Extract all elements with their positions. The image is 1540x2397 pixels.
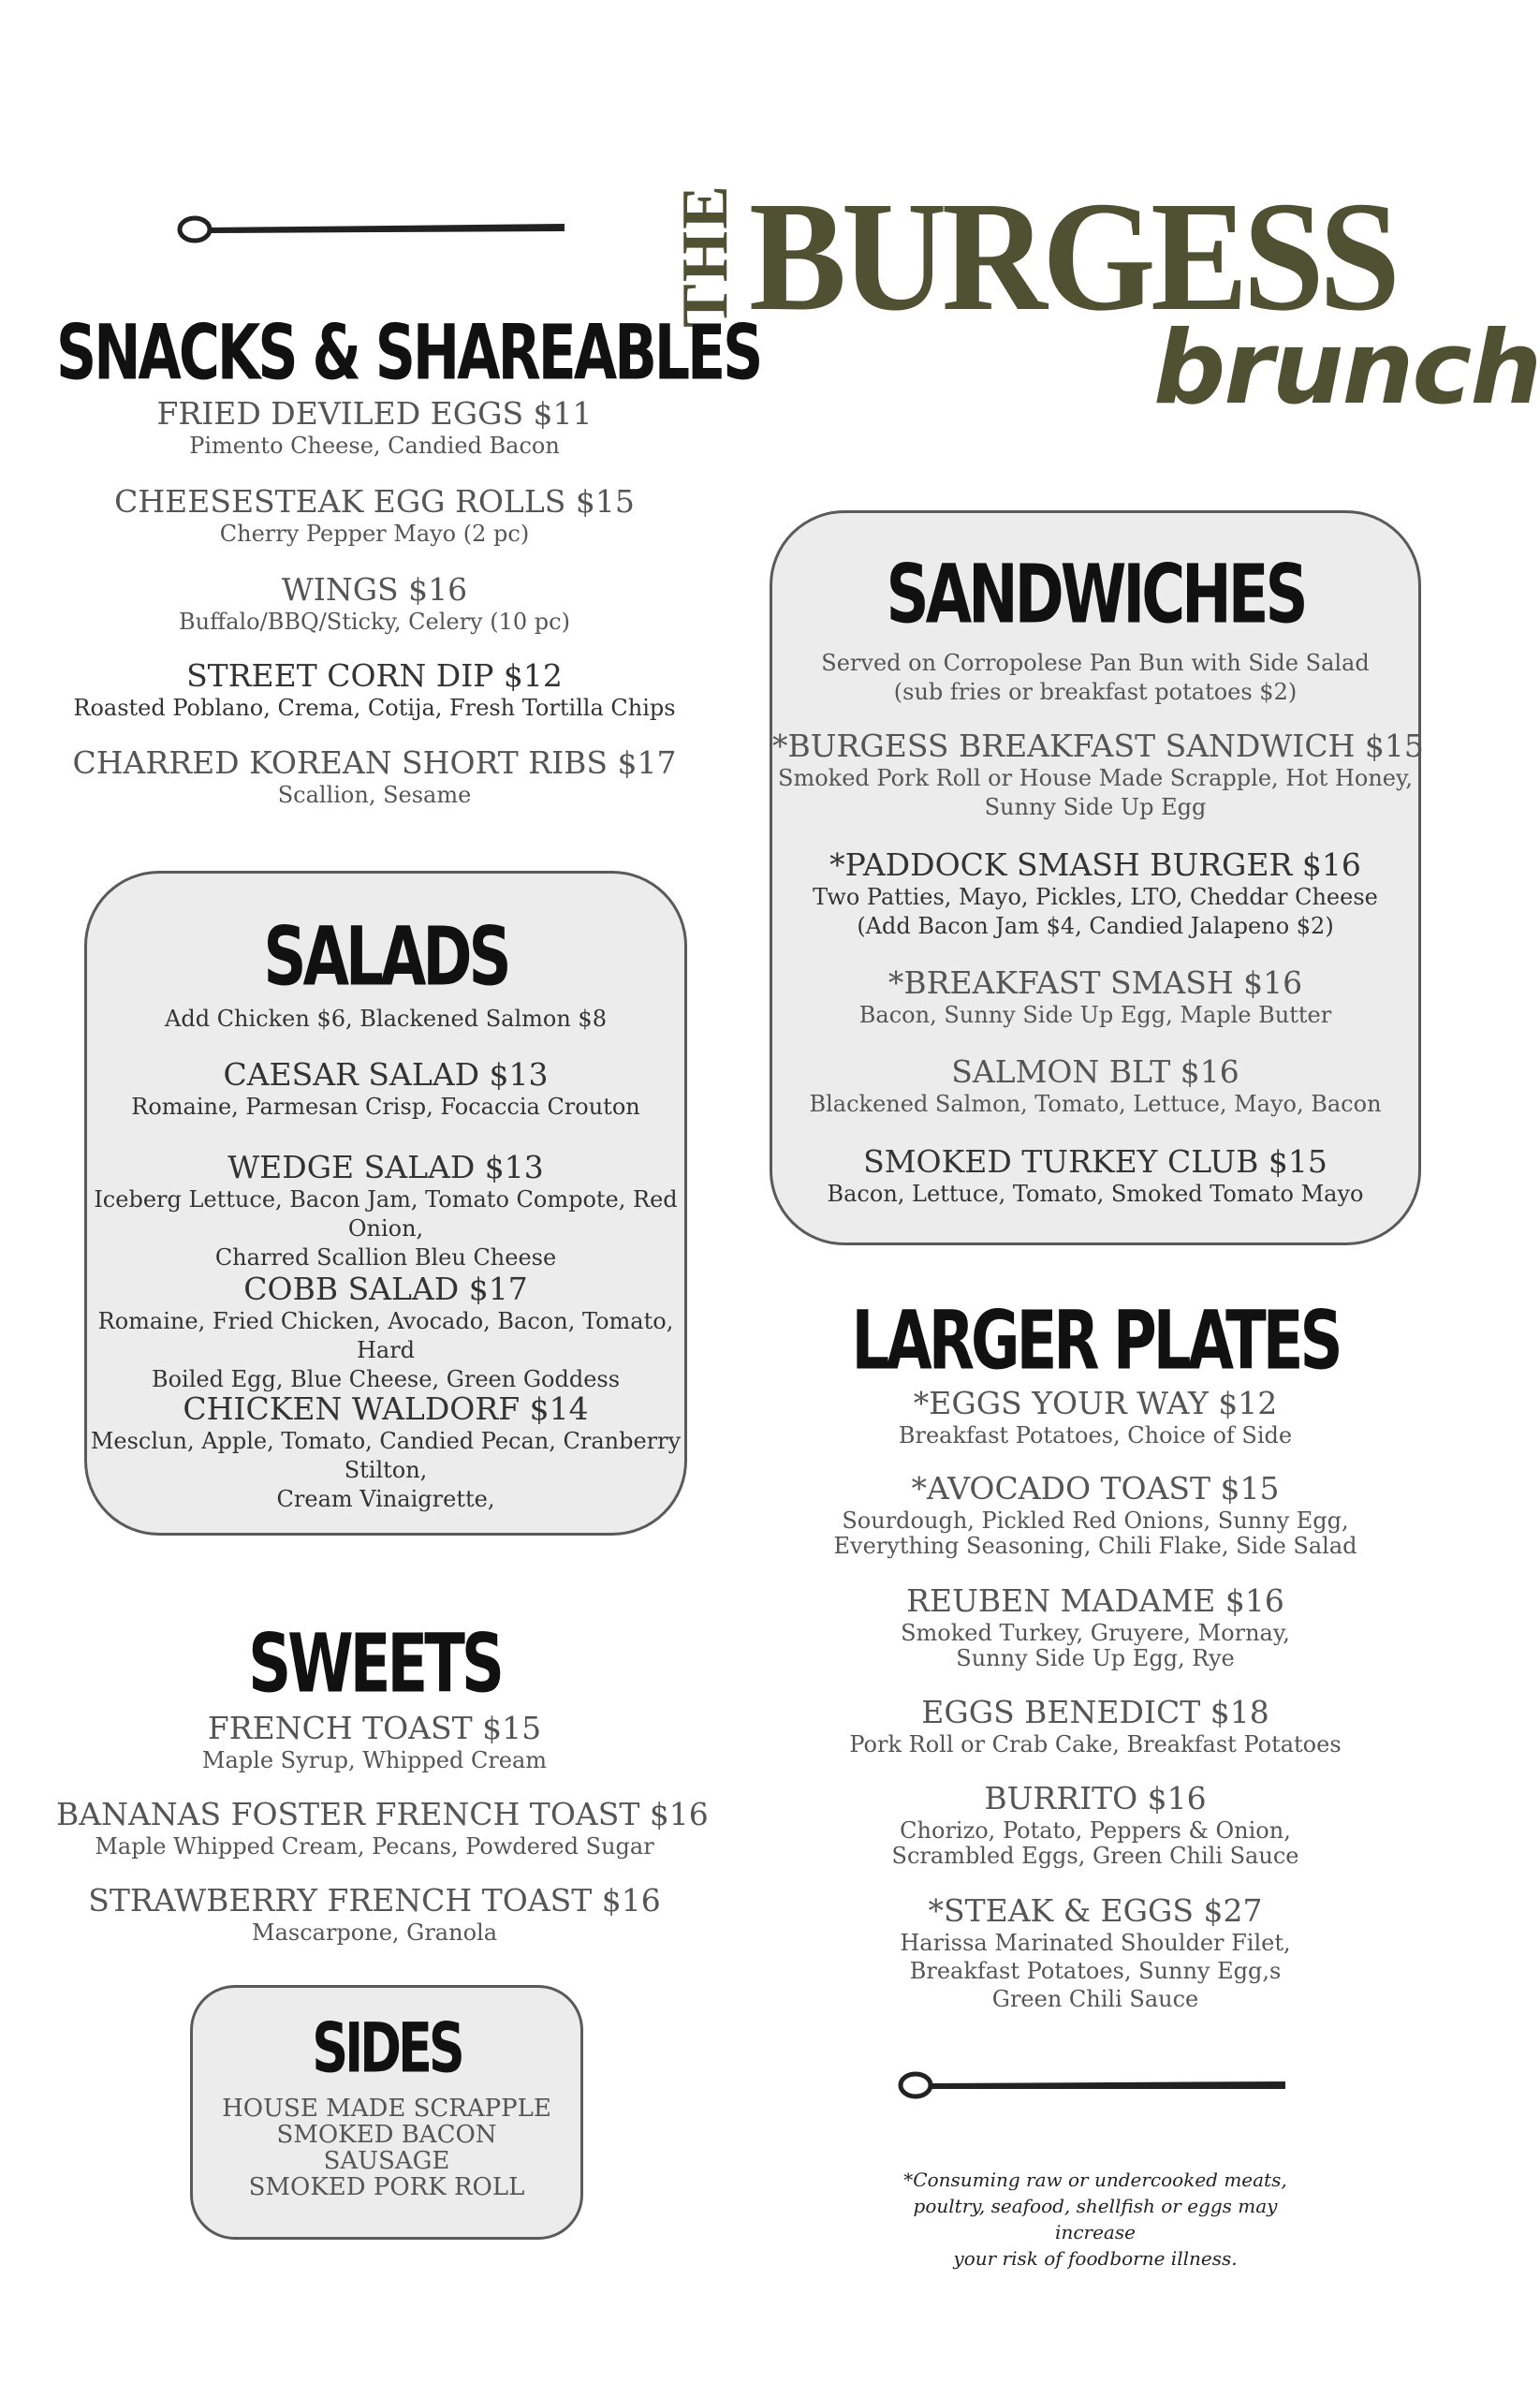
menu-item: BURRITO $16 Chorizo, Potato, Peppers & Onion, Scrambled Eggs, Green Chili Sauce	[891, 1780, 1299, 1869]
disclaimer-line-2: poultry, seafood, shellfish or eggs may increase	[913, 2195, 1278, 2243]
menu-item: CHARRED KOREAN SHORT RIBS $17 Scallion, Sesame	[72, 744, 677, 808]
menu-item: FRIED DEVILED EGGS $11 Pimento Cheese, Candied Bacon	[156, 395, 593, 459]
sandwiches-note-2: (sub fries or breakfast potatoes $2)	[893, 679, 1298, 705]
menu-item: EGGS BENEDICT $18 Pork Roll or Crab Cake, Breakfast Potatoes	[849, 1694, 1342, 1757]
list-item: SAUSAGE	[323, 2147, 450, 2175]
disclaimer-line-3: your risk of foodborne illness.	[953, 2247, 1238, 2270]
logo-burgess: BURGESS	[749, 169, 1396, 344]
salads-note: Add Chicken $6, Blackened Salmon $8	[165, 1006, 607, 1032]
logo-brunch: brunch	[1153, 310, 1540, 427]
spoon-divider-icon	[176, 211, 569, 248]
menu-item: STREET CORN DIP $12 Roasted Poblano, Crema, Cotija, Fresh Tortilla Chips	[73, 657, 676, 721]
menu-item: *EGGS YOUR WAY $12 Breakfast Potatoes, Choice of Side	[898, 1385, 1293, 1448]
menu-item: CAESAR SALAD $13 Romaine, Parmesan Crisp, Focaccia Crouton	[131, 1056, 640, 1120]
salads-heading: SALADS	[263, 911, 508, 1005]
menu-item: SALMON BLT $16 Blackened Salmon, Tomato, Lettuce, Mayo, Bacon	[809, 1053, 1382, 1117]
menu-item: CHEESESTEAK EGG ROLLS $15 Cherry Pepper Mayo (2 pc)	[114, 483, 635, 547]
menu-item: CHICKEN WALDORF $14 Mesclun, Apple, Tomato, Candied Pecan, Cranberry Stilton, Cream Vinaigrette,	[90, 1390, 682, 1512]
menu-item: REUBEN MADAME $16 Smoked Turkey, Gruyere, Mornay, Sunny Side Up Egg, Rye	[901, 1582, 1290, 1671]
sandwiches-note: Served on Corropolese Pan Bun with Side Salad	[821, 650, 1370, 676]
sandwiches-box	[770, 510, 1424, 1245]
snacks-heading: SNACKS & SHAREABLES	[56, 309, 761, 398]
menu-item: COBB SALAD $17 Romaine, Fried Chicken, Avocado, Bacon, Tomato, Hard Boiled Egg, Blue Cheese, Green Goddess	[97, 1271, 674, 1392]
list-item: SMOKED BACON	[276, 2121, 497, 2149]
menu-item: WEDGE SALAD $13 Iceberg Lettuce, Bacon Jam, Tomato Compote, Red Onion, Charred Scallion Bleu Cheese	[94, 1149, 678, 1271]
logo-the: THE	[669, 184, 741, 328]
sandwiches-heading: SANDWICHES	[886, 549, 1305, 642]
menu-item: BANANAS FOSTER FRENCH TOAST $16 Maple Whipped Cream, Pecans, Powdered Sugar	[56, 1796, 709, 1860]
menu-item: STRAWBERRY FRENCH TOAST $16 Mascarpone, Granola	[88, 1882, 661, 1946]
sweets-heading: SWEETS	[248, 1618, 501, 1712]
sides-heading: SIDES	[312, 2008, 462, 2089]
menu-item: *AVOCADO TOAST $15 Sourdough, Pickled Red Onions, Sunny Egg, Everything Seasoning, Chili Flake, Side Salad	[833, 1470, 1357, 1559]
menu-item: *BREAKFAST SMASH $16 Bacon, Sunny Side Up Egg, Maple Butter	[858, 964, 1332, 1028]
menu-item: *STEAK & EGGS $27 Harissa Marinated Shoulder Filet, Breakfast Potatoes, Sunny Egg,s Green Chili Sauce	[900, 1892, 1291, 2012]
list-item: SMOKED PORK ROLL	[248, 2173, 525, 2201]
disclaimer-line-1: *Consuming raw or undercooked meats,	[903, 2169, 1287, 2191]
list-item: HOUSE MADE SCRAPPLE	[222, 2095, 551, 2123]
salads-box	[84, 871, 687, 1536]
menu-item: SMOKED TURKEY CLUB $15 Bacon, Lettuce, Tomato, Smoked Tomato Mayo	[827, 1143, 1364, 1207]
sides-box	[190, 1985, 583, 2240]
disclaimer	[880, 2167, 1311, 2272]
menu-item: *BURGESS BREAKFAST SANDWICH $15 Smoked Pork Roll or House Made Scrapple, Hot Honey, Sunny Side Up Egg	[772, 728, 1424, 820]
larger-plates-heading: LARGER PLATES	[851, 1295, 1340, 1389]
menu-item: WINGS $16 Buffalo/BBQ/Sticky, Celery (10 pc)	[179, 571, 570, 635]
menu-item: FRENCH TOAST $15 Maple Syrup, Whipped Cream	[201, 1710, 548, 1773]
sides-list	[193, 2096, 580, 2200]
menu-item: *PADDOCK SMASH BURGER $16 Two Patties, Mayo, Pickles, LTO, Cheddar Cheese (Add Bacon Jam $4, Candied Jalapeno $2)	[813, 846, 1378, 939]
spoon-divider-icon-2	[897, 2066, 1290, 2104]
